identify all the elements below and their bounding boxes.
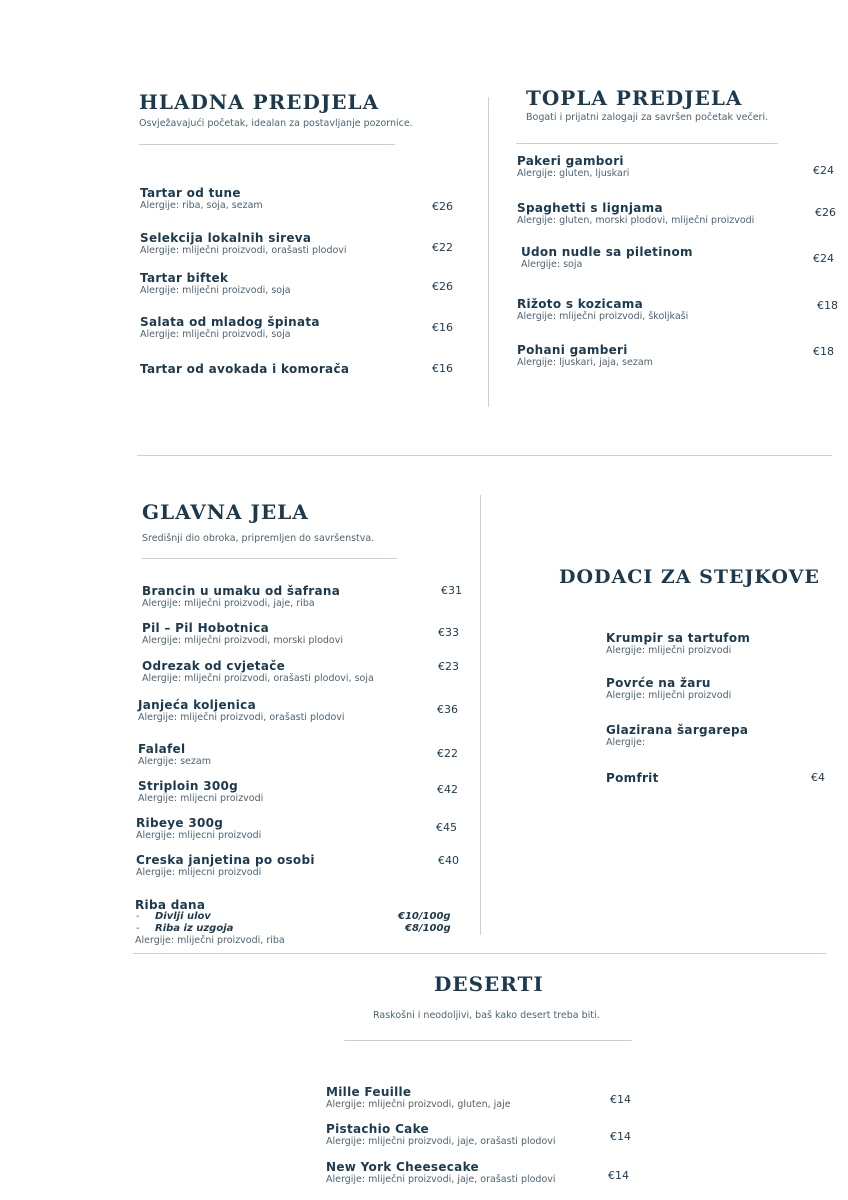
glavna-item (142, 584, 340, 609)
item-price: €33 (438, 626, 459, 639)
item-name: Krumpir sa tartufom (606, 631, 751, 645)
item-allergy: Alergije: mliječni proizvodi, orašasti plodovi (138, 712, 345, 723)
topla-title: TOPLA PREDJELA (526, 86, 743, 110)
item-allergy: Alergije: mlijecni proizvodi (136, 867, 262, 878)
variant-price: €8/100g (405, 923, 451, 934)
item-allergy: Alergije: mlijecni proizvodi (136, 830, 262, 841)
variant-dash: - (136, 923, 140, 934)
item-allergy: Alergije: (606, 737, 646, 748)
item-price: €26 (432, 200, 453, 213)
item-name: Janjeća koljenica (138, 698, 256, 712)
item-allergy: Alergije: riba, soja, sezam (140, 200, 263, 211)
glavna-item (138, 698, 345, 723)
item-price: €24 (813, 252, 834, 265)
item-price: €14 (610, 1130, 631, 1143)
deserti-title: DESERTI (434, 972, 544, 996)
variant-name: Divlji ulov (155, 911, 211, 922)
glavna-subtitle: Središnji dio obroka, pripremljen do savršenstva. (142, 533, 375, 544)
topla-item (517, 201, 754, 226)
item-allergy: Alergije: mliječni proizvodi, školjkaši (517, 311, 689, 322)
item-price: €16 (432, 362, 453, 375)
hladna-subtitle: Osvježavajući početak, idealan za postavljanje pozornice. (139, 118, 413, 129)
section-divider (137, 455, 832, 456)
item-price: €22 (437, 747, 458, 760)
item-allergy: Alergije: mliječni proizvodi, orašasti plodovi, soja (142, 673, 374, 684)
item-price: €18 (813, 345, 834, 358)
hladna-item (140, 315, 320, 340)
item-name: Creska janjetina po osobi (136, 853, 315, 867)
item-allergy: Alergije: mliječni proizvodi, orašasti plodovi (140, 245, 347, 256)
glavna-title: GLAVNA JELA (142, 500, 309, 524)
riba-dana-allergy: Alergije: mliječni proizvodi, riba (135, 935, 285, 946)
hladna-item (140, 271, 291, 296)
item-price: €23 (438, 660, 459, 673)
item-price: €36 (437, 703, 458, 716)
column-divider (480, 495, 481, 935)
item-name: New York Cheesecake (326, 1160, 479, 1174)
item-name: Povrće na žaru (606, 676, 711, 690)
item-name: Striploin 300g (138, 779, 239, 793)
item-name: Brancin u umaku od šafrana (142, 584, 341, 598)
item-price: €45 (436, 821, 457, 834)
item-allergy: Alergije: sezam (138, 756, 211, 767)
variant-name: Riba iz uzgoja (155, 923, 234, 934)
dodaci-item (606, 771, 659, 785)
item-price: €14 (610, 1093, 631, 1106)
item-name: Tartar biftek (140, 271, 229, 285)
hladna-title: HLADNA PREDJELA (139, 90, 380, 114)
deserti-subtitle: Raskošni i neodoljivi, baš kako desert treba biti. (373, 1010, 600, 1021)
deserti-item (326, 1085, 511, 1110)
item-name: Tartar od tune (140, 186, 241, 200)
item-allergy: Alergije: mliječni proizvodi, morski plodovi (142, 635, 343, 646)
item-name: Selekcija lokalnih sireva (140, 231, 312, 245)
item-name: Udon nudle sa piletinom (521, 245, 693, 259)
glavna-item (136, 816, 261, 841)
item-name: Salata od mladog špinata (140, 315, 320, 329)
item-name: Glazirana šargarepa (606, 723, 749, 737)
glavna-item (136, 853, 315, 878)
item-allergy: Alergije: mliječni proizvodi, jaje, orašasti plodovi (326, 1174, 556, 1185)
hladna-item (140, 231, 347, 256)
variant-price: €10/100g (398, 911, 451, 922)
item-price: €26 (815, 206, 836, 219)
item-price: €22 (432, 241, 453, 254)
dodaci-item (606, 723, 748, 748)
topla-item (517, 343, 653, 368)
item-allergy: Alergije: mliječni proizvodi, jaje, orašasti plodovi (326, 1136, 556, 1147)
deserti-divider (344, 1040, 632, 1041)
dodaci-item (606, 631, 750, 656)
section-divider (133, 953, 826, 954)
item-price: €40 (438, 854, 459, 867)
item-name: Pakeri gambori (517, 154, 624, 168)
item-name: Pil – Pil Hobotnica (142, 621, 270, 635)
item-price: €26 (432, 280, 453, 293)
item-name: Pomfrit (606, 771, 659, 785)
hladna-divider (139, 144, 395, 145)
item-price: €14 (608, 1169, 629, 1182)
item-name: Falafel (138, 742, 186, 756)
item-name: Spaghetti s lignjama (517, 201, 663, 215)
glavna-item (138, 779, 263, 804)
item-name: Rižoto s kozicama (517, 297, 643, 311)
item-allergy: Alergije: mliječni proizvodi, jaje, riba (142, 598, 315, 609)
item-allergy: Alergije: mliječni proizvodi, soja (140, 329, 291, 340)
item-name: Pohani gamberi (517, 343, 628, 357)
topla-divider (516, 143, 778, 144)
dodaci-item (606, 676, 731, 701)
item-allergy: Alergije: mliječni proizvodi (606, 645, 732, 656)
item-allergy: Alergije: gluten, morski plodovi, mliječni proizvodi (517, 215, 755, 226)
item-price: €16 (432, 321, 453, 334)
glavna-item (142, 659, 374, 684)
item-price: €18 (817, 299, 838, 312)
topla-item (521, 245, 693, 270)
item-name: Ribeye 300g (136, 816, 224, 830)
variant-dash: - (136, 911, 140, 922)
item-name: Pistachio Cake (326, 1122, 429, 1136)
hladna-item (140, 186, 263, 211)
dodaci-title: DODACI ZA STEJKOVE (559, 566, 820, 588)
item-allergy: Alergije: mliječni proizvodi (606, 690, 732, 701)
hladna-item (140, 362, 349, 376)
item-price: €31 (441, 584, 462, 597)
deserti-item (326, 1122, 556, 1147)
item-price: €4 (811, 771, 825, 784)
item-allergy: Alergije: mliječni proizvodi, soja (140, 285, 291, 296)
item-allergy: Alergije: soja (521, 259, 583, 270)
item-allergy: Alergije: mliječni proizvodi, gluten, jaje (326, 1099, 511, 1110)
deserti-item (326, 1160, 556, 1185)
topla-item (517, 297, 688, 322)
glavna-item (142, 621, 343, 646)
item-name: Tartar od avokada i komorača (140, 362, 350, 376)
item-allergy: Alergije: gluten, ljuskari (517, 168, 630, 179)
riba-dana-name: Riba dana (135, 898, 206, 912)
glavna-divider (142, 558, 397, 559)
item-allergy: Alergije: mlijecni proizvodi (138, 793, 264, 804)
topla-subtitle: Bogati i prijatni zalogaji za savršen početak večeri. (526, 112, 769, 123)
item-name: Odrezak od cvjetače (142, 659, 286, 673)
item-name: Mille Feuille (326, 1085, 412, 1099)
item-allergy: Alergije: ljuskari, jaja, sezam (517, 357, 653, 368)
column-divider (488, 97, 489, 407)
topla-item (517, 154, 629, 179)
item-price: €24 (813, 164, 834, 177)
glavna-item (138, 742, 211, 767)
item-price: €42 (437, 783, 458, 796)
